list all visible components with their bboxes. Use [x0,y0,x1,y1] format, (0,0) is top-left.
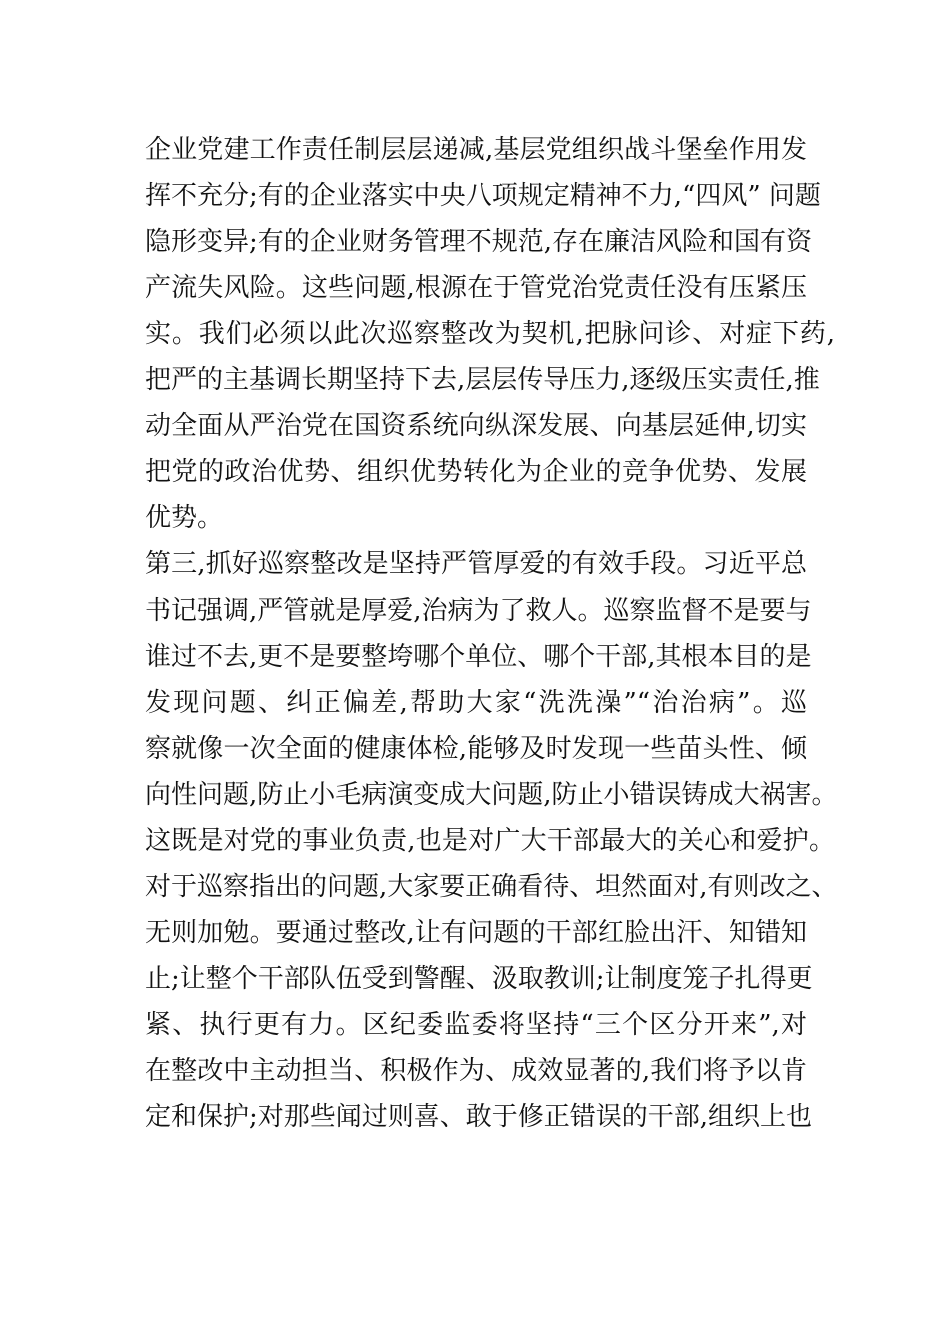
text-line: 动全面从严治党在国资系统向纵深发展、向基层延伸,切实 [145,411,807,442]
text-line: 发现问题、纠正偏差,帮助大家“洗洗澡”“治治病”。巡 [145,687,807,718]
text-line: 隐形变异;有的企业财务管理不规范,存在廉洁风险和国有资 [145,227,813,258]
text-line: 产流失风险。这些问题,根源在于管党治党责任没有压紧压 [145,273,807,304]
text-line: 优势。 [145,503,224,534]
text-line: 实。我们必须以此次巡察整改为契机,把脉问诊、对症下药, [145,319,835,350]
text-line: 对于巡察指出的问题,大家要正确看待、坦然面对,有则改之、 [145,871,838,902]
text-line: 定和保护;对那些闻过则喜、敢于修正错误的干部,组织上也 [145,1102,813,1133]
text-line: 无则加勉。要通过整改,让有问题的干部红脸出汗、知错知 [145,917,807,948]
text-line: 在整改中主动担当、积极作为、成效显著的,我们将予以肯 [145,1056,807,1086]
text-line: 第三,抓好巡察整改是坚持严管厚爱的有效手段。习近平总 [145,549,807,580]
text-line: 书记强调,严管就是厚爱,治病为了救人。巡察监督不是要与 [145,595,812,626]
text-line: 企业党建工作责任制层层递减,基层党组织战斗堡垒作用发 [145,135,807,165]
text-line: 这既是对党的事业负责,也是对广大干部最大的关心和爱护。 [145,825,835,856]
text-line: 察就像一次全面的健康体检,能够及时发现一些苗头性、倾 [145,733,807,764]
text-line: 紧、执行更有力。区纪委监委将坚持“三个区分开来”,对 [145,1009,807,1040]
text-line: 止;让整个干部队伍受到警醒、汲取教训;让制度笼子扎得更 [145,963,813,994]
text-line: 挥不充分;有的企业落实中央八项规定精神不力,“四风” 问题 [145,181,821,212]
text-line: 把党的政治优势、组织优势转化为企业的竞争优势、发展 [145,457,807,488]
text-line: 向性问题,防止小毛病演变成大问题,防止小错误铸成大祸害。 [145,779,838,810]
text-line: 谁过不去,更不是要整垮哪个单位、哪个干部,其根本目的是 [145,641,812,672]
text-line: 把严的主基调长期坚持下去,层层传导压力,逐级压实责任,推 [145,365,820,396]
